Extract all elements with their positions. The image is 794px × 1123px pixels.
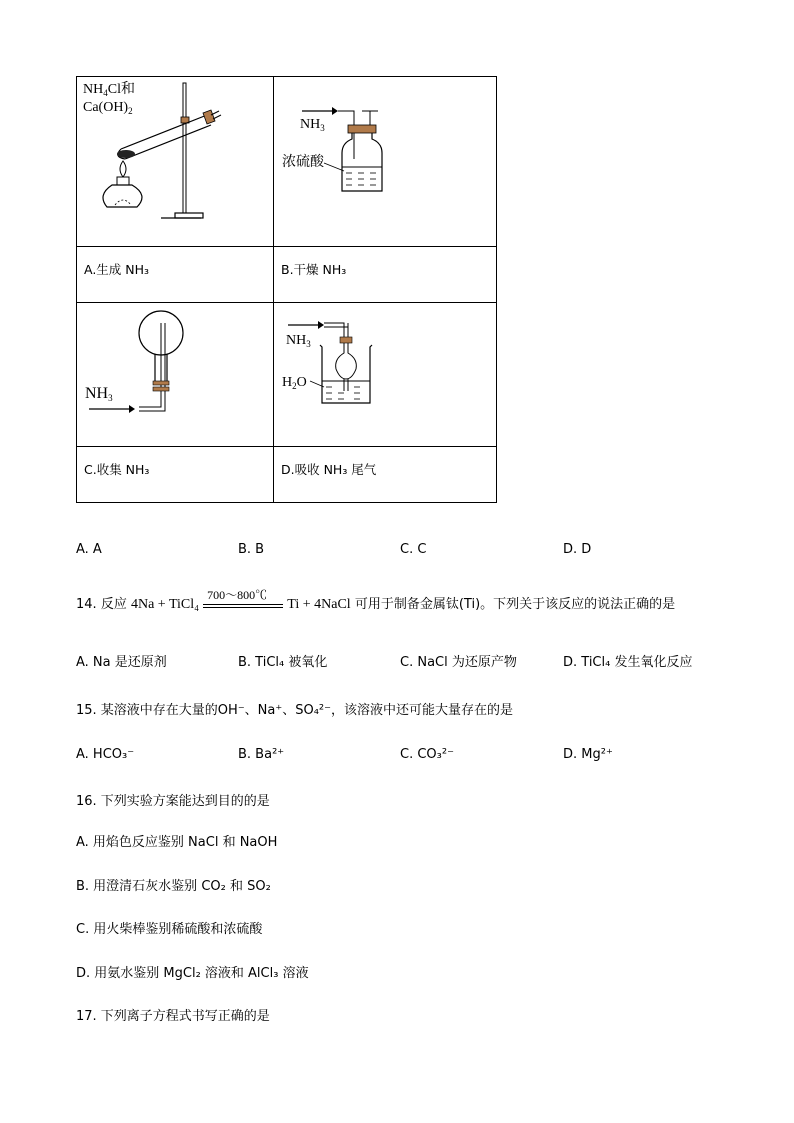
drying-bottle-icon [274,77,496,246]
caption-a: A.生成 NH₃ [84,262,150,277]
q15-option-d[interactable]: D. Mg²⁺ [563,747,613,762]
q13-option-a[interactable]: A. A [76,542,102,557]
q16-option-a[interactable]: A. 用焰色反应鉴别 NaCl 和 NaOH [76,835,278,850]
gas-label-c: $NH_3$ [85,385,113,403]
gas-label-d: $NH_3$ [286,333,311,349]
caption-d: D.吸收 NH₃ 尾气 [281,462,377,477]
q16-option-b[interactable]: B. 用澄清石灰水鉴别 CO₂ 和 SO₂ [76,879,271,894]
q16-option-c[interactable]: C. 用火柴棒鉴别稀硫酸和浓硫酸 [76,922,263,937]
cell-apparatus-c [77,303,274,447]
q14-stem [76,587,676,613]
gas-label-b: $NH_3$ [300,117,325,133]
q15-option-a[interactable]: A. HCO₃⁻ [76,747,135,762]
caption-b: B.干燥 NH₃ [281,262,347,277]
apparatus-table [76,76,497,503]
q16-stem: 16. 下列实验方案能达到目的的是 [76,794,270,809]
water-label-d: $H_2O$ [282,375,307,391]
q14-option-b[interactable]: B. TiCl₄ 被氧化 [238,655,328,670]
collection-flask-icon [77,303,273,446]
reagent-label-b: 浓硫酸 [282,154,324,170]
q14-number: 14. [76,597,97,612]
q16-option-d[interactable]: D. 用氨水鉴别 MgCl₂ 溶液和 AlCl₃ 溶液 [76,966,309,981]
cell-caption-c [77,447,274,503]
absorption-beaker-icon [274,303,496,446]
cell-caption-b [274,247,497,303]
q15-stem: 15. 某溶液中存在大量的OH⁻、Na⁺、SO₄²⁻，该溶液中还可能大量存在的是 [76,703,513,718]
q14-option-a[interactable]: A. Na 是还原剂 [76,655,167,670]
q13-option-d[interactable]: D. D [563,542,592,557]
q13-option-c[interactable]: C. C [400,542,427,557]
q14-option-c[interactable]: C. NaCl 为还原产物 [400,655,517,670]
cell-apparatus-b [274,77,497,247]
q15-option-c[interactable]: C. CO₃²⁻ [400,747,454,762]
cell-caption-d [274,447,497,503]
reagent-label-a: $NH_4Cl$和 $Ca(OH)_2$ [83,82,135,116]
q14-option-d[interactable]: D. TiCl₄ 发生氧化反应 [563,655,693,670]
q14-reactants: 4Na + TiCl₄ [130,597,200,612]
q14-prefix: 反应 [100,597,127,612]
cell-apparatus-a [77,77,274,247]
q14-condition: 700～800℃ [207,587,268,602]
cell-apparatus-d [274,303,497,447]
caption-c: C.收集 NH₃ [84,462,150,477]
q14-reaction-arrow [203,587,283,612]
q17-stem: 17. 下列离子方程式书写正确的是 [76,1009,270,1024]
cell-caption-a [77,247,274,303]
q14-products: Ti + 4NaCl [287,597,351,612]
q13-option-b[interactable]: B. B [238,542,265,557]
q15-option-b[interactable]: B. Ba²⁺ [238,747,285,762]
ammonia-generation-apparatus-icon [77,77,273,246]
q14-suffix: 可用于制备金属钛(Ti)。下列关于该反应的说法正确的是 [354,597,676,612]
